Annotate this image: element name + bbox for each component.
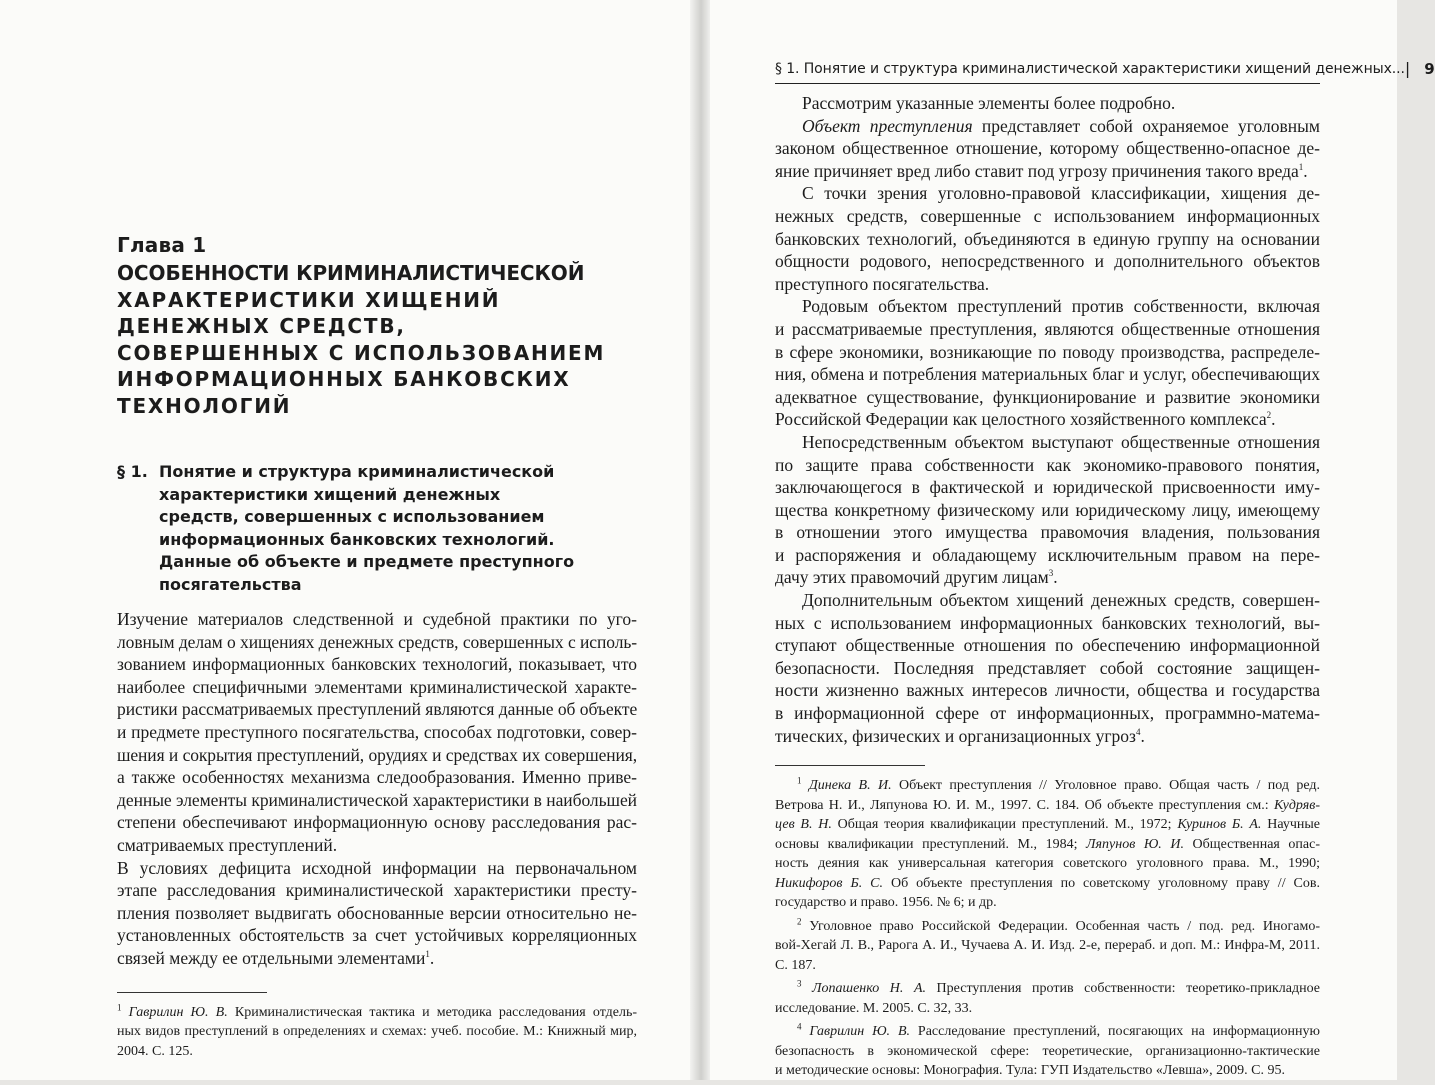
text-line: степени обеспечивают информационную основу расследования рас- xyxy=(117,812,637,833)
paragraph-object xyxy=(775,115,1320,183)
section-title-line: характеристики хищений денежных xyxy=(159,484,501,504)
paragraph-intro xyxy=(775,92,1320,115)
footnote-ref: 3 xyxy=(1048,568,1054,579)
footnote-mark: 2 xyxy=(797,916,802,927)
footnote-line: государство и право. 1956. № 6; и др. xyxy=(775,895,997,911)
running-header-title: § 1. Понятие и структура криминалистической характеристики хищений денежных... xyxy=(775,61,1405,77)
text-line: и рассматриваемые преступления, являются общественные отношения xyxy=(775,318,1320,339)
running-header xyxy=(775,59,1435,84)
text-line: дачу этих правомочий другим лицам$^3$. xyxy=(775,567,1058,588)
text-line: денные элементы криминалистической характеристики в наибольшей xyxy=(117,789,637,810)
section-title-line: информационных банковских технологий. xyxy=(159,529,555,549)
text-fragment: Расследование преступлений, посягающих на информационную xyxy=(910,1024,1320,1040)
text-fragment: основы квалификации преступлений. М., 1984; xyxy=(775,836,1087,852)
text-line: шения и сокрытия преступлений, орудиях и средствах их совершения, xyxy=(117,744,637,765)
footnote-author: Гаврилин Ю. В. xyxy=(128,1004,228,1020)
text-fragment: яние причиняет вред либо ставит под угрозу причинения такого вреда xyxy=(775,160,1299,181)
footnote-author: Динека В. И. xyxy=(808,778,892,794)
text-line: ступают общественные отношения по обеспечению информационной xyxy=(775,635,1320,656)
text-line: заключающегося в фактической и юридической присвоенности иму- xyxy=(775,477,1320,498)
text-fragment: Преступления против собственности: теоретико-прикладное xyxy=(926,981,1320,997)
text-line: этапе расследования криминалистической характеристики престу- xyxy=(117,880,637,901)
text-line: Рассмотрим указанные элементы более подробно. xyxy=(802,93,1176,113)
footnote-mark: 3 xyxy=(797,978,802,989)
chapter-title-line: ДЕНЕЖНЫХ СРЕДСТВ, xyxy=(117,314,406,338)
text-line: сматриваемых преступлений. xyxy=(117,834,338,855)
section-title-line: Данные об объекте и предмете преступного xyxy=(159,552,575,571)
footnote-mark: 1 xyxy=(797,775,802,786)
footnote-line: безопасность в экономической сфере: теоретические, организационно-тактические xyxy=(775,1043,1320,1059)
text-line: ности жизненно важных интересов личности, общества и государства xyxy=(775,680,1320,701)
footnote-2 xyxy=(775,917,1320,976)
running-header-right xyxy=(1405,60,1435,78)
footnote-line: ных видов преступлений в определениях и схемах: учеб. пособие. М.: Книжный мир, xyxy=(117,1024,637,1039)
footnote-ref: 1 xyxy=(1298,161,1304,172)
chapter-title-line: СОВЕРШЕННЫХ С ИСПОЛЬЗОВАНИЕМ xyxy=(117,340,606,365)
footnote-mark: 1 xyxy=(117,1001,122,1012)
footnote-author: Кудряв- xyxy=(1273,797,1320,813)
text-line: а также особенностях механизма следообразования. Именно приве- xyxy=(117,767,637,788)
header-separator: | xyxy=(1404,59,1411,78)
text-line: в отношении этого имущества правомочия владения, пользования xyxy=(775,522,1320,543)
text-line: Дополнительным объектом хищений денежных средств, совершен- xyxy=(802,590,1320,611)
chapter-title-line: ИНФОРМАЦИОННЫХ БАНКОВСКИХ xyxy=(117,367,571,391)
footnote-line xyxy=(775,1022,1320,1042)
footnote-line xyxy=(775,815,1320,835)
text-line: в сфере экономики, возникающие по поводу производства, распределе- xyxy=(775,341,1320,362)
text-fragment: Объект преступления // Уголовное право. Общая часть / под ред. xyxy=(891,778,1321,794)
book-gutter xyxy=(690,0,710,1080)
footnote-author: Куринов Б. А. xyxy=(1177,817,1262,833)
text-line: законом общественное отношение, которому общественно-опасное де- xyxy=(775,138,1320,159)
section-number: § 1. xyxy=(117,462,148,481)
footnote-line: и методические основы: Монография. Тула: ГУП Издательство «Левша», 2009. С. 95. xyxy=(775,1063,1285,1079)
footnote-author: Лопашенко Н. А. xyxy=(812,981,927,997)
text-fragment: Ветрова Н. И., Ляпунова Ю. И. М., 1997. С. 184. Об объекте преступления см.: xyxy=(775,797,1274,813)
text-fragment: Общая теория квалификации преступлений. М., 1972; xyxy=(831,817,1178,833)
text-fragment: тических, физических и организационных угроз xyxy=(775,725,1136,746)
text-line: пления позволяет выдвигать обоснованные версии относительно не- xyxy=(117,902,637,923)
section-title xyxy=(159,461,574,596)
text-line: банковских технологий, объединяются в единую группу на основании xyxy=(775,228,1320,249)
footnote-line: С. 187. xyxy=(775,957,816,973)
footnote-line: 2004. С. 125. xyxy=(117,1043,193,1059)
text-line: ристики рассматриваемых преступлений являются данные об объекте xyxy=(117,699,638,720)
section-title-line: средств, совершенных с использованием xyxy=(159,507,545,526)
chapter-title-line: ОСОБЕННОСТИ КРИМИНАЛИСТИЧЕСКОЙ xyxy=(117,261,585,285)
footnote-line: исследование. М. 2005. С. 32, 33. xyxy=(775,1000,973,1016)
text-line: общности родового, непосредственного и дополнительного объектов xyxy=(775,251,1320,272)
footnote-line xyxy=(775,874,1320,894)
text-line: В условиях дефицита исходной информации на первоначальном xyxy=(117,857,637,878)
footnote-line xyxy=(775,796,1320,816)
footnote-1 xyxy=(775,776,1320,913)
footnote-ref: 4 xyxy=(1135,726,1141,737)
text-line: нежных средств, совершенные с использованием информационных xyxy=(775,205,1320,226)
footnote-line xyxy=(775,917,1320,937)
footnote-line: ность деяния как универсальная категория советского уголовного права. М., 1990; xyxy=(775,856,1320,872)
text-fragment: Российской Федерации как целостного хозяйственного комплекса xyxy=(775,409,1267,430)
text-fragment: Общественная опас- xyxy=(1183,836,1321,852)
text-line: связей между ее отдельными элементами$^1$. xyxy=(117,947,435,968)
text-line: в информационной сфере от информационных, программно-матема- xyxy=(775,703,1320,724)
text-line: Родовым объектом преступлений против собственности, включая xyxy=(802,296,1320,317)
text-fragment: Об объекте преступления по советскому уголовному праву // Сов. xyxy=(883,875,1320,891)
text-line: ных с использованием информационных банковских технологий, вы- xyxy=(775,612,1320,633)
footnote-author: цев В. Н. xyxy=(775,817,832,833)
footnote-line xyxy=(117,1003,637,1023)
text-line: С точки зрения уголовно-правовой классификации, хищения де- xyxy=(802,183,1320,204)
text-line: по защите права собственности как экономико-правового понятия, xyxy=(775,454,1320,475)
text-line: ловным делам о хищениях денежных средств, совершенных с исполь- xyxy=(117,631,637,652)
text-line: Российской Федерации как целостного хозяйственного комплекса$^2$. xyxy=(775,409,1276,430)
text-line: безопасности. Последняя представляет собой состояние защищен- xyxy=(775,657,1320,678)
text-fragment: связей между ее отдельными элементами xyxy=(117,947,426,968)
footnote-mark: 4 xyxy=(797,1021,802,1032)
text-line xyxy=(775,115,1320,138)
text-line: щества конкретному физическому или юридическому лицу, имеющему xyxy=(775,499,1320,520)
section-heading xyxy=(117,461,637,596)
chapter-title-line: ХАРАКТЕРИСТИКИ ХИЩЕНИЙ xyxy=(117,287,501,312)
text-fragment: Криминалистическая тактика и методика расследования отдель- xyxy=(227,1004,638,1020)
footnote-1 xyxy=(117,1003,637,1062)
footnote-line xyxy=(775,979,1320,999)
text-line: Непосредственным объектом выступают общественные отношения xyxy=(802,431,1320,452)
text-line: и распоряжения и обладающему исключительным правом на пере- xyxy=(775,544,1320,565)
text-line: Изучение материалов следственной и судебной практики по уго- xyxy=(117,609,637,629)
footnote-ref: 2 xyxy=(1266,410,1272,421)
text-line: наиболее специфичными элементами криминалистической характе- xyxy=(117,676,637,697)
footnote-author: Гаврилин Ю. В. xyxy=(809,1024,910,1040)
footnote-line: вой-Хегай Л. В., Рарога А. И., Чучаева А. И. Изд. 2-е, перераб. и доп. М.: Инфра-М, 2011. xyxy=(775,938,1320,954)
paragraph-direct-object xyxy=(775,431,1320,589)
text-fragment: Научные xyxy=(1261,817,1320,833)
chapter-label: Глава 1 xyxy=(117,233,207,257)
right-page-content xyxy=(775,59,1435,1085)
text-line: тических, физических и организационных угроз$^4$. xyxy=(775,725,1145,746)
right-page xyxy=(702,0,1435,1080)
footnote-author: Ляпунов Ю. И. xyxy=(1086,836,1184,852)
paragraph-additional-object xyxy=(775,589,1320,747)
text-line: яние причиняет вред либо ставит под угрозу причинения такого вреда$^1$. xyxy=(775,160,1308,181)
footnote-ref: 1 xyxy=(425,949,430,960)
text-fragment: представляет собой охраняемое уголовным xyxy=(972,115,1320,136)
left-page xyxy=(0,0,698,1080)
text-line: преступного посягательства. xyxy=(775,273,990,294)
footnote-line xyxy=(775,776,1320,796)
paragraph-generic-object xyxy=(775,295,1320,431)
text-line: и предмете преступного посягательства, способах подготовки, совер- xyxy=(117,721,637,742)
footnote-4 xyxy=(775,1022,1320,1081)
chapter-title xyxy=(117,260,637,419)
footnote-rule xyxy=(117,992,267,993)
text-fragment: дачу этих правомочий другим лицам xyxy=(775,567,1049,588)
body-paragraph-1 xyxy=(117,608,637,857)
footnote-line xyxy=(775,835,1320,855)
text-fragment: Уголовное право Российской Федерации. Особенная часть / под. ред. Иногамо- xyxy=(801,918,1320,934)
paragraph-classification xyxy=(775,182,1320,295)
footnote-rule xyxy=(775,765,925,766)
text-line: зованием информационных банковских технологий, показывает, что xyxy=(117,654,637,675)
italic-term: Объект преступления xyxy=(802,115,973,136)
footnote-3 xyxy=(775,979,1320,1018)
text-line: установленных обстоятельств за счет устойчивых корреляционных xyxy=(117,925,637,946)
body-paragraph-2 xyxy=(117,857,637,970)
footnote-author: Никифоров Б. С. xyxy=(775,875,884,891)
page-number: 9 xyxy=(1424,60,1435,78)
text-line: адекватное существование, функционирование и развитие экономики xyxy=(775,386,1320,407)
left-page-content xyxy=(117,232,637,1065)
section-title-line: Понятие и структура криминалистической xyxy=(159,462,555,481)
chapter-title-line: ТЕХНОЛОГИЙ xyxy=(117,393,292,418)
text-line: ния, обмена и потребления материальных благ и услуг, обеспечивающих xyxy=(775,364,1320,385)
section-title-line: посягательства xyxy=(159,574,302,594)
